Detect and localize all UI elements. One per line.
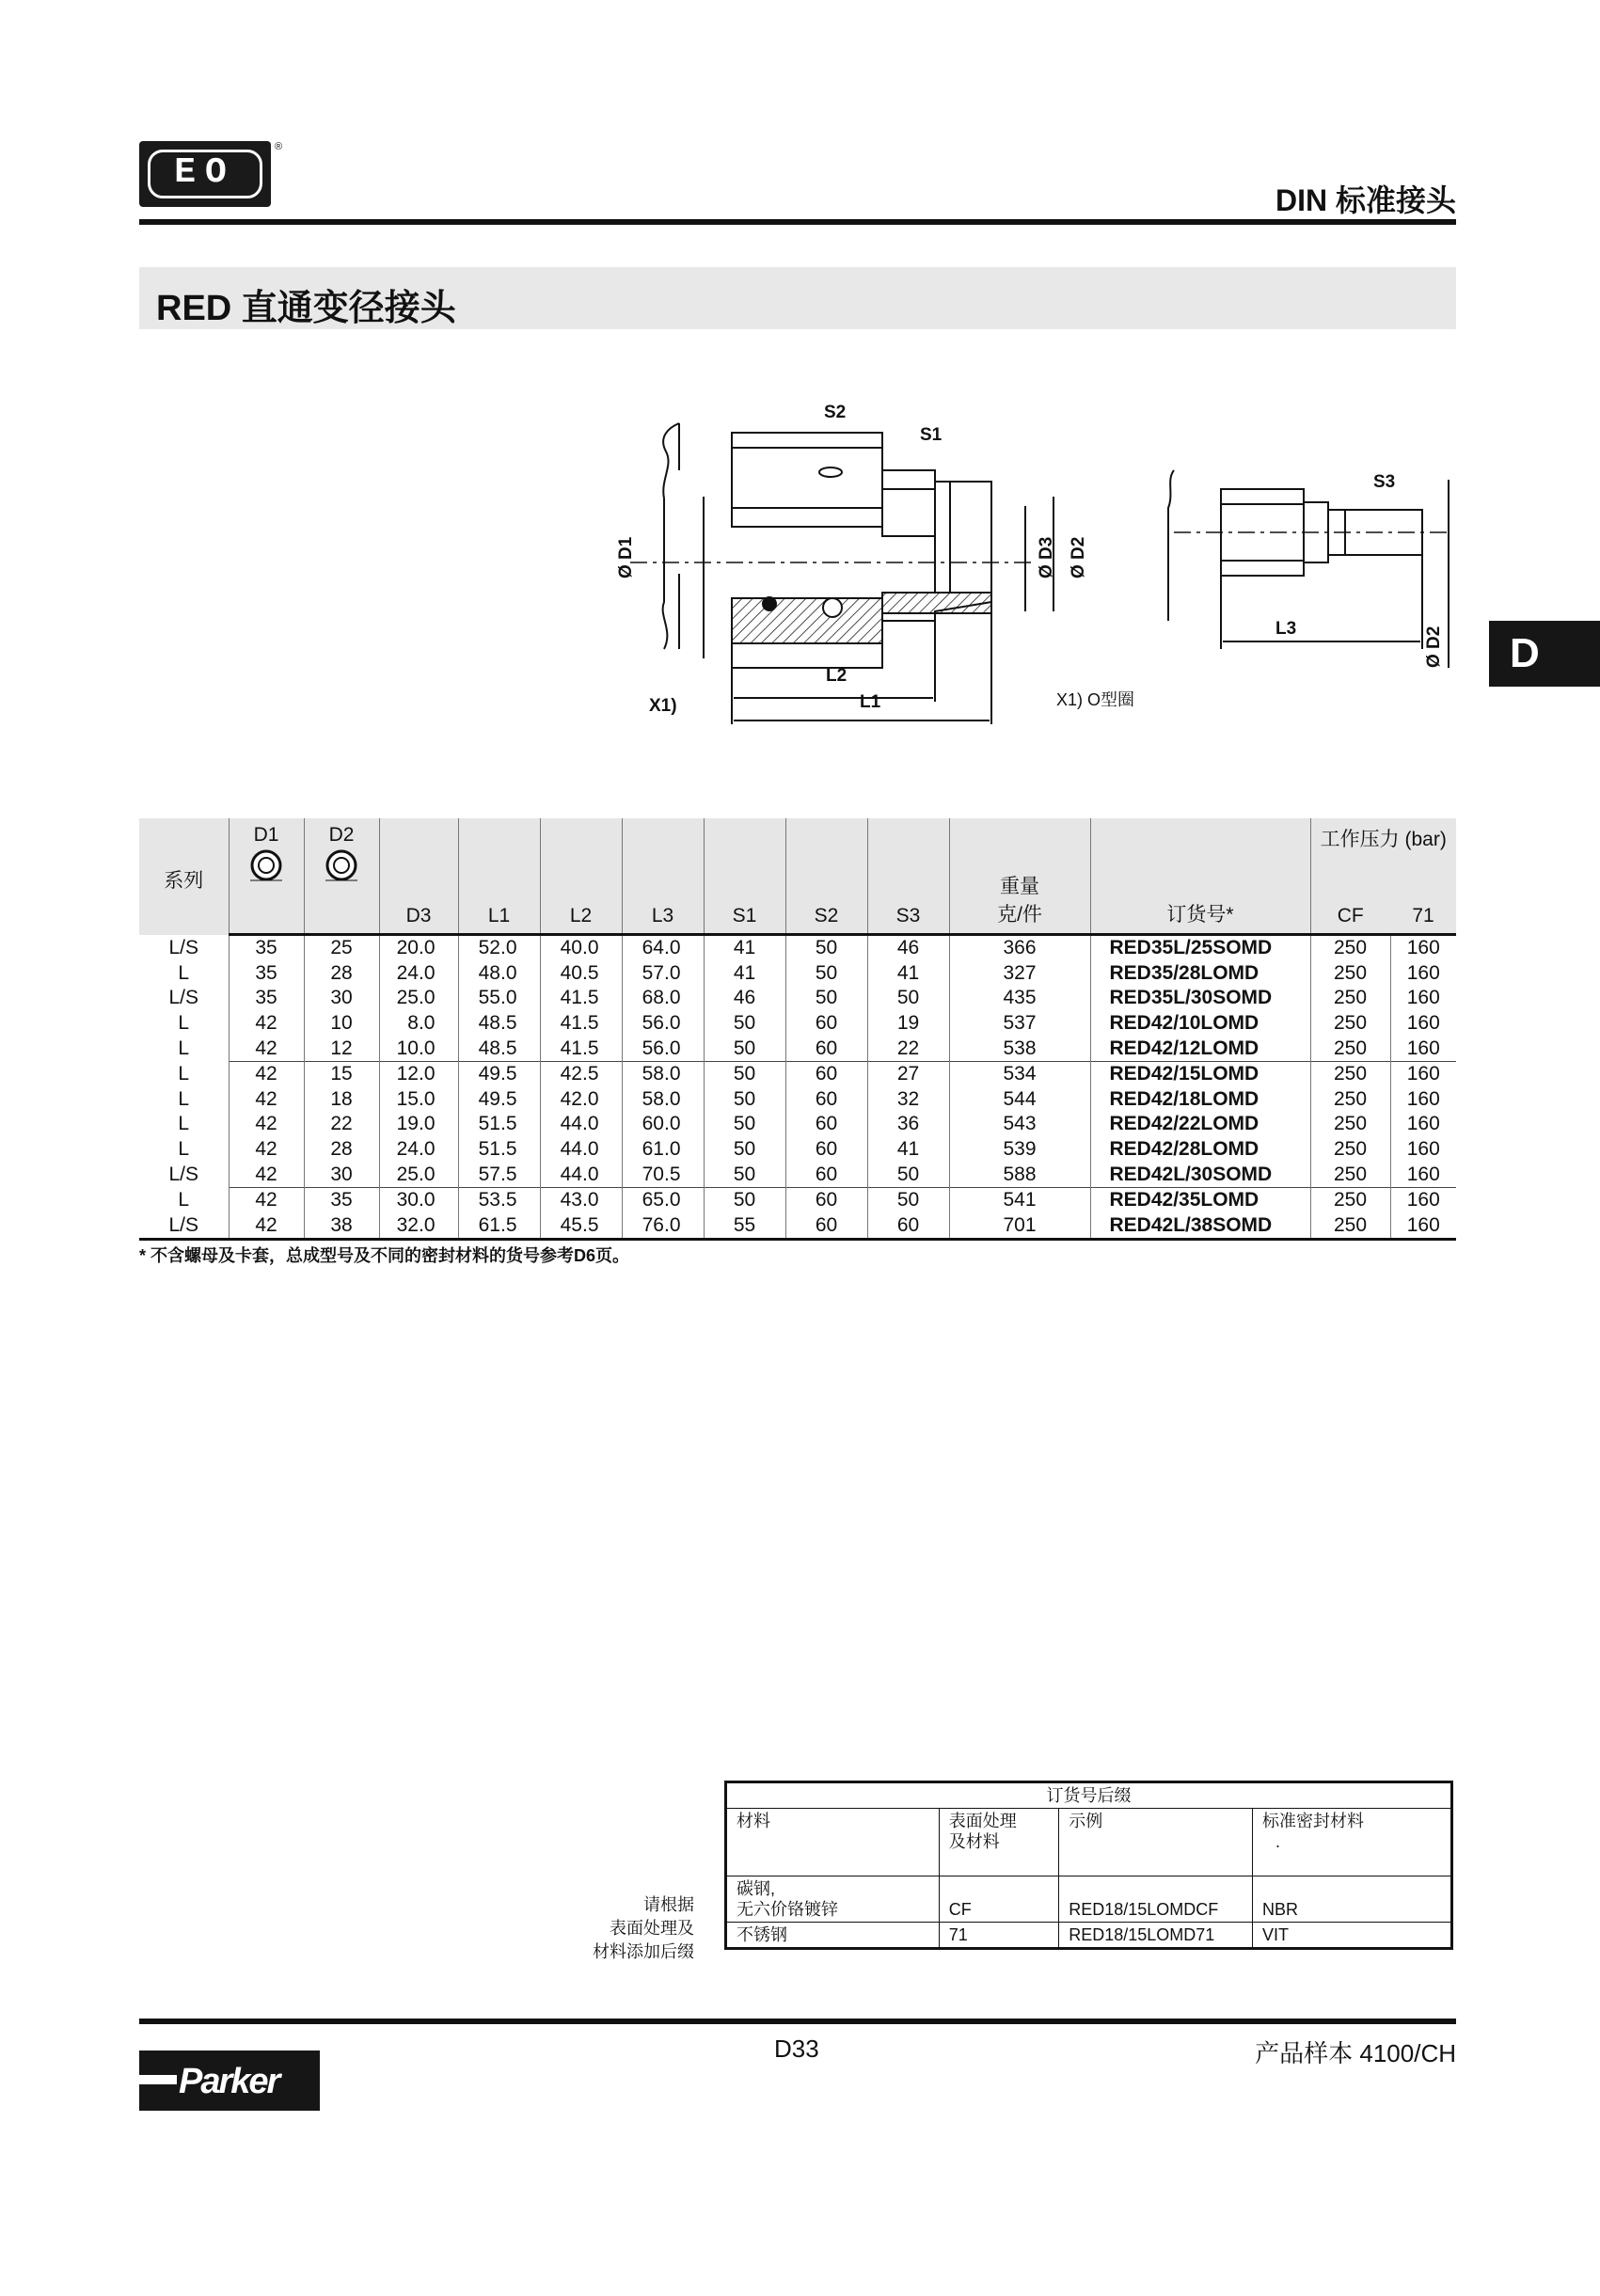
suffix-row-surface: 71 xyxy=(939,1923,1058,1949)
cell-s3: 60 xyxy=(867,1213,949,1240)
table-row xyxy=(139,1036,1456,1061)
th-d1: D1 xyxy=(229,818,304,890)
cell-d2: 15 xyxy=(304,1061,379,1086)
section-tab[interactable] xyxy=(1489,621,1600,687)
suffix-row-material: 不锈钢 xyxy=(726,1923,940,1949)
cell-cf: 250 xyxy=(1310,1036,1390,1061)
cell-series: L xyxy=(178,1138,190,1161)
table-row xyxy=(139,1187,1456,1212)
eo-logo-text: EO xyxy=(148,150,262,198)
th-weight: 重量 克/件 xyxy=(949,818,1090,935)
cell-l1: 48.5 xyxy=(458,1036,540,1061)
cell-order-no: RED35L/30SOMD xyxy=(1090,986,1310,1011)
table-row xyxy=(139,1087,1456,1113)
cell-l1: 48.5 xyxy=(458,1011,540,1037)
label-s3: S3 xyxy=(1373,472,1396,492)
cell-weight: 435 xyxy=(949,986,1090,1011)
cell-l3: 58.0 xyxy=(622,1087,704,1113)
cell-l3: 65.0 xyxy=(622,1187,704,1212)
cell-d3: 25.0 xyxy=(379,1162,458,1187)
cell-d3: 19.0 xyxy=(379,1112,458,1137)
cell-order-no: RED42L/30SOMD xyxy=(1090,1162,1310,1187)
cell-cf: 250 xyxy=(1310,1187,1390,1212)
cell-order-no: RED35/28LOMD xyxy=(1090,961,1310,987)
label-l1: L1 xyxy=(860,692,881,712)
cell-s3: 50 xyxy=(867,1162,949,1187)
cell-series: L xyxy=(178,1087,190,1110)
cell-s2: 60 xyxy=(785,1061,867,1086)
suffix-row-seal: VIT xyxy=(1253,1923,1452,1949)
cell-s1: 50 xyxy=(704,1061,785,1086)
cell-d3: 32.0 xyxy=(379,1213,458,1240)
cell-d2: 18 xyxy=(304,1087,379,1113)
drawing-note: X1) O型圈 xyxy=(1056,690,1135,709)
cell-p71: 160 xyxy=(1390,1112,1456,1137)
suffix-row-seal: NBR xyxy=(1253,1876,1452,1923)
label-d2-right: Ø D2 xyxy=(1424,625,1444,668)
suffix-table xyxy=(724,1781,1453,1950)
cell-series: L xyxy=(178,1037,190,1059)
cell-order-no: RED42/28LOMD xyxy=(1090,1137,1310,1163)
cell-s3: 41 xyxy=(867,961,949,987)
cell-l1: 61.5 xyxy=(458,1213,540,1240)
cell-s1: 50 xyxy=(704,1011,785,1037)
cell-order-no: RED42/35LOMD xyxy=(1090,1187,1310,1212)
cell-s3: 22 xyxy=(867,1036,949,1061)
cell-d3: 24.0 xyxy=(379,961,458,987)
th-d2: D2 xyxy=(304,818,379,890)
cell-series: L/S xyxy=(168,1163,199,1185)
cell-series: L xyxy=(178,1063,190,1085)
cell-order-no: RED42/12LOMD xyxy=(1090,1036,1310,1061)
product-title-band xyxy=(139,267,1456,329)
cell-p71: 160 xyxy=(1390,1036,1456,1061)
cell-d1: 42 xyxy=(229,1162,304,1187)
th-pressure: 工作压力 (bar) xyxy=(1310,818,1456,890)
cell-series: L/S xyxy=(168,936,199,958)
table-row xyxy=(139,1011,1456,1037)
cell-l3: 68.0 xyxy=(622,986,704,1011)
th-l1: L1 xyxy=(458,818,540,935)
cell-d2: 22 xyxy=(304,1112,379,1137)
cell-series: L xyxy=(178,1113,190,1135)
label-x1: X1) xyxy=(649,696,677,716)
label-d1: Ø D1 xyxy=(616,536,636,578)
cell-cf: 250 xyxy=(1310,961,1390,987)
cell-d2: 38 xyxy=(304,1213,379,1240)
th-order-no: 订货号* xyxy=(1090,818,1310,935)
cell-d3: 15.0 xyxy=(379,1087,458,1113)
suffix-side-label: 请根据 表面处理及 材料添加后缀 xyxy=(593,1895,694,1961)
table-row xyxy=(139,961,1456,987)
label-l3: L3 xyxy=(1275,619,1297,639)
cell-weight: 543 xyxy=(949,1112,1090,1137)
cell-l3: 58.0 xyxy=(622,1061,704,1086)
cell-s2: 60 xyxy=(785,1162,867,1187)
th-d2-spacer xyxy=(304,890,379,935)
table-row xyxy=(139,1162,1456,1187)
technical-drawing xyxy=(593,386,1467,734)
cell-s2: 60 xyxy=(785,1137,867,1163)
th-s2: S2 xyxy=(785,818,867,935)
cell-s1: 55 xyxy=(704,1213,785,1240)
cell-weight: 588 xyxy=(949,1162,1090,1187)
cell-weight: 539 xyxy=(949,1137,1090,1163)
cell-l1: 53.5 xyxy=(458,1187,540,1212)
cell-weight: 538 xyxy=(949,1036,1090,1061)
dimensions-table xyxy=(139,818,1456,1241)
cell-p71: 160 xyxy=(1390,1137,1456,1163)
cell-s3: 36 xyxy=(867,1112,949,1137)
cell-d2: 30 xyxy=(304,986,379,1011)
catalog-id: 产品样本 4100/CH xyxy=(1255,2039,1456,2067)
cell-d1: 42 xyxy=(229,1112,304,1137)
cell-p71: 160 xyxy=(1390,1087,1456,1113)
cell-l2: 40.5 xyxy=(540,961,622,987)
tube-section-icon xyxy=(247,847,285,884)
cell-p71: 160 xyxy=(1390,1011,1456,1037)
cell-cf: 250 xyxy=(1310,1162,1390,1187)
cell-l1: 49.5 xyxy=(458,1061,540,1086)
cell-d2: 30 xyxy=(304,1162,379,1187)
registered-mark: ® xyxy=(275,141,283,152)
cell-l2: 40.0 xyxy=(540,935,622,961)
cell-series: L xyxy=(178,1012,190,1035)
cell-s2: 50 xyxy=(785,935,867,961)
label-s1: S1 xyxy=(920,425,943,445)
cell-l1: 48.0 xyxy=(458,961,540,987)
parker-logo xyxy=(139,2051,320,2111)
cell-l2: 41.5 xyxy=(540,1011,622,1037)
cell-d1: 35 xyxy=(229,986,304,1011)
cell-s3: 50 xyxy=(867,986,949,1011)
cell-d2: 12 xyxy=(304,1036,379,1061)
cell-s1: 41 xyxy=(704,935,785,961)
cell-s3: 32 xyxy=(867,1087,949,1113)
cell-l1: 51.5 xyxy=(458,1112,540,1137)
cell-d2: 25 xyxy=(304,935,379,961)
cell-series: L/S xyxy=(139,1213,229,1240)
cell-s1: 50 xyxy=(704,1187,785,1212)
cell-d1: 35 xyxy=(229,961,304,987)
cell-series: L/S xyxy=(168,987,199,1009)
table-row xyxy=(139,1061,1456,1086)
cell-s2: 60 xyxy=(785,1112,867,1137)
cell-order-no: RED42/18LOMD xyxy=(1090,1087,1310,1113)
cell-cf: 250 xyxy=(1310,1213,1390,1240)
th-s3: S3 xyxy=(867,818,949,935)
th-l2: L2 xyxy=(540,818,622,935)
cell-l2: 44.0 xyxy=(540,1162,622,1187)
table-row xyxy=(139,1112,1456,1137)
cell-l2: 44.0 xyxy=(540,1112,622,1137)
cell-s2: 50 xyxy=(785,986,867,1011)
cell-p71: 160 xyxy=(1390,986,1456,1011)
cell-weight: 327 xyxy=(949,961,1090,987)
cell-s2: 60 xyxy=(785,1087,867,1113)
cell-cf: 250 xyxy=(1310,986,1390,1011)
tube-section-icon xyxy=(323,847,360,884)
cell-cf: 250 xyxy=(1310,1087,1390,1113)
th-71: 71 xyxy=(1390,890,1456,935)
suffix-head-example: 示例 xyxy=(1059,1809,1253,1876)
th-series: 系列 xyxy=(139,818,229,935)
cell-weight: 534 xyxy=(949,1061,1090,1086)
cell-d1: 42 xyxy=(229,1061,304,1086)
bottom-rule xyxy=(139,2019,1456,2024)
cell-d1: 42 xyxy=(229,1213,304,1240)
cell-d1: 42 xyxy=(229,1187,304,1212)
cell-d1: 42 xyxy=(229,1036,304,1061)
cell-s2: 60 xyxy=(785,1036,867,1061)
suffix-row-material: 碳钢, 无六价铬镀锌 xyxy=(726,1876,940,1923)
cell-l3: 56.0 xyxy=(622,1036,704,1061)
section-title: DIN 标准接头 xyxy=(1275,183,1456,217)
cell-s1: 50 xyxy=(704,1162,785,1187)
cell-s3: 19 xyxy=(867,1011,949,1037)
cell-p71: 160 xyxy=(1390,1162,1456,1187)
cell-weight: 366 xyxy=(949,935,1090,961)
cell-weight: 544 xyxy=(949,1087,1090,1113)
top-rule xyxy=(139,219,1456,225)
eo-logo xyxy=(139,141,271,207)
cell-order-no: RED42/15LOMD xyxy=(1090,1061,1310,1086)
cell-order-no: RED42/22LOMD xyxy=(1090,1112,1310,1137)
cell-d3: 24.0 xyxy=(379,1137,458,1163)
cell-p71: 160 xyxy=(1390,1061,1456,1086)
cell-d1: 42 xyxy=(229,1087,304,1113)
th-s1: S1 xyxy=(704,818,785,935)
cell-s1: 41 xyxy=(704,961,785,987)
cell-p71: 160 xyxy=(1390,935,1456,961)
cell-l3: 61.0 xyxy=(622,1137,704,1163)
cell-s1: 50 xyxy=(704,1036,785,1061)
cell-d3: 10.0 xyxy=(379,1036,458,1061)
cell-s3: 41 xyxy=(867,1137,949,1163)
cell-cf: 250 xyxy=(1310,1061,1390,1086)
cell-order-no: RED42/10LOMD xyxy=(1090,1011,1310,1037)
cell-l1: 49.5 xyxy=(458,1087,540,1113)
cell-l1: 57.5 xyxy=(458,1162,540,1187)
cell-l3: 56.0 xyxy=(622,1011,704,1037)
label-d3: Ø D3 xyxy=(1037,536,1056,578)
suffix-head-surface: 表面处理 及材料 xyxy=(939,1809,1058,1876)
cell-l1: 55.0 xyxy=(458,986,540,1011)
cell-cf: 250 xyxy=(1310,935,1390,961)
cell-d2: 10 xyxy=(304,1011,379,1037)
suffix-row-surface: CF xyxy=(939,1876,1058,1923)
suffix-head-material: 材料 xyxy=(726,1809,940,1876)
cell-p71: 160 xyxy=(1390,961,1456,987)
cell-l1: 52.0 xyxy=(458,935,540,961)
th-cf: CF xyxy=(1310,890,1390,935)
cell-s1: 50 xyxy=(704,1137,785,1163)
cell-s3: 46 xyxy=(867,935,949,961)
cell-l3: 57.0 xyxy=(622,961,704,987)
cell-d3: 12.0 xyxy=(379,1061,458,1086)
cell-d1: 35 xyxy=(229,935,304,961)
cell-p71: 160 xyxy=(1390,1213,1456,1240)
cell-l3: 76.0 xyxy=(622,1213,704,1240)
section-tab-label: D xyxy=(1510,630,1540,676)
footnote: * 不含螺母及卡套，总成型号及不同的密封材料的货号参考D6页。 xyxy=(139,1246,630,1265)
cell-weight: 701 xyxy=(949,1213,1090,1240)
cell-d2: 28 xyxy=(304,961,379,987)
parker-logo-text: Parker xyxy=(179,2062,279,2101)
cell-l2: 44.0 xyxy=(540,1137,622,1163)
cell-d1: 42 xyxy=(229,1011,304,1037)
table-body xyxy=(139,935,1456,1240)
cell-series: L xyxy=(178,961,190,984)
cell-d1: 42 xyxy=(229,1137,304,1163)
cell-s1: 50 xyxy=(704,1112,785,1137)
cell-s1: 46 xyxy=(704,986,785,1011)
cell-l2: 45.5 xyxy=(540,1213,622,1240)
cell-d3: 8.0 xyxy=(379,1011,458,1037)
table-row xyxy=(139,1213,1456,1240)
cell-cf: 250 xyxy=(1310,1137,1390,1163)
table-row xyxy=(139,935,1456,961)
cell-l2: 41.5 xyxy=(540,986,622,1011)
cell-order-no: RED35L/25SOMD xyxy=(1090,935,1310,961)
cell-l2: 41.5 xyxy=(540,1036,622,1061)
suffix-caption: 订货号后缀 xyxy=(726,1782,1452,1809)
cell-s3: 50 xyxy=(867,1187,949,1212)
cell-p71: 160 xyxy=(1390,1187,1456,1212)
cell-weight: 537 xyxy=(949,1011,1090,1037)
cell-d2: 35 xyxy=(304,1187,379,1212)
cell-l2: 42.0 xyxy=(540,1087,622,1113)
label-s2: S2 xyxy=(824,403,847,422)
cell-l1: 51.5 xyxy=(458,1137,540,1163)
cell-d3: 30.0 xyxy=(379,1187,458,1212)
page-number: D33 xyxy=(774,2035,819,2063)
label-l2: L2 xyxy=(826,666,848,686)
cell-l2: 43.0 xyxy=(540,1187,622,1212)
cell-d2: 28 xyxy=(304,1137,379,1163)
th-l3: L3 xyxy=(622,818,704,935)
cell-s2: 60 xyxy=(785,1187,867,1212)
cell-s2: 60 xyxy=(785,1011,867,1037)
cell-d3: 25.0 xyxy=(379,986,458,1011)
table-row xyxy=(139,1137,1456,1163)
cell-cf: 250 xyxy=(1310,1112,1390,1137)
th-d3: D3 xyxy=(379,818,458,935)
cell-l3: 60.0 xyxy=(622,1112,704,1137)
th-d1-spacer xyxy=(229,890,304,935)
cell-weight: 541 xyxy=(949,1187,1090,1212)
suffix-row-example: RED18/15LOMD71 xyxy=(1059,1923,1253,1949)
cell-s2: 50 xyxy=(785,961,867,987)
product-title: RED 直通变径接头 xyxy=(156,289,456,328)
cell-d3: 20.0 xyxy=(379,935,458,961)
cell-cf: 250 xyxy=(1310,1011,1390,1037)
suffix-row-example: RED18/15LOMDCF xyxy=(1059,1876,1253,1923)
cell-s2: 60 xyxy=(785,1213,867,1240)
cell-series: L xyxy=(178,1188,190,1211)
cell-l3: 70.5 xyxy=(622,1162,704,1187)
cell-l3: 64.0 xyxy=(622,935,704,961)
cell-s3: 27 xyxy=(867,1061,949,1086)
cell-l2: 42.5 xyxy=(540,1061,622,1086)
cell-s1: 50 xyxy=(704,1087,785,1113)
cell-order-no: RED42L/38SOMD xyxy=(1090,1213,1310,1240)
table-row xyxy=(139,986,1456,1011)
suffix-head-seal: 标准密封材料 . xyxy=(1253,1809,1452,1876)
label-d2: Ø D2 xyxy=(1069,536,1088,578)
